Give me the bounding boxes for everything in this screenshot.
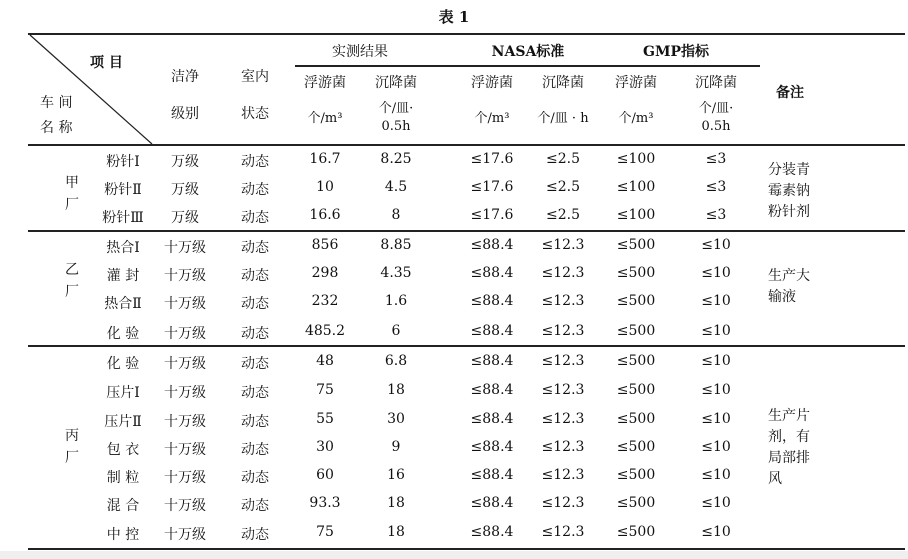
table-cell: 万级	[171, 182, 199, 198]
table-cell: 化 验	[106, 326, 140, 342]
table-cell: ≤2.5	[546, 151, 580, 167]
table-cell: 8.25	[380, 151, 412, 167]
table-cell: ≤12.3	[541, 353, 585, 369]
table-cell: 18	[387, 495, 405, 511]
table-cell: 动态	[241, 470, 269, 486]
table-cell: 动态	[241, 268, 269, 284]
table-cell: ≤88.4	[470, 411, 514, 427]
table-cell: 10	[316, 179, 334, 195]
table-cell: 热合Ⅱ	[104, 296, 142, 312]
table-cell: 灌 封	[106, 268, 140, 284]
table-cell: ≤10	[701, 293, 731, 309]
table-cell: 16.7	[309, 151, 341, 167]
header-sub-0: 浮游菌	[304, 75, 346, 91]
header-unit-3: 个/皿 · h	[537, 111, 589, 126]
table-cell: 动态	[241, 498, 269, 514]
header-sub-1: 沉降菌	[375, 75, 417, 91]
header-unit-1: 个/皿· 0.5h	[378, 101, 414, 134]
table-cell: 十万级	[164, 296, 206, 312]
table-cell: ≤17.6	[470, 151, 514, 167]
table-cell: ≤3	[705, 179, 727, 195]
table-cell: 4.5	[384, 179, 408, 195]
table-cell: ≤10	[701, 353, 731, 369]
factory-remark: 生产大输液	[768, 268, 810, 305]
table-cell: 6	[391, 323, 401, 339]
table-cell: ≤10	[701, 382, 731, 398]
table-cell: ≤12.3	[541, 524, 585, 540]
table-cell: ≤10	[701, 495, 731, 511]
table-cell: 混 合	[106, 498, 140, 514]
table-cell: ≤12.3	[541, 439, 585, 455]
table-cell: 16.6	[309, 207, 341, 223]
table-cell: 93.3	[309, 495, 341, 511]
table-cell: ≤500	[616, 237, 656, 253]
table-cell: 动态	[241, 296, 269, 312]
table-cell: 动态	[241, 240, 269, 256]
header-sub-4: 浮游菌	[615, 75, 657, 91]
table-cell: 十万级	[164, 442, 206, 458]
header-unit-5: 个/皿· 0.5h	[698, 101, 734, 134]
table-cell: 1.6	[384, 293, 408, 309]
header-state-2: 状态	[241, 106, 269, 122]
table-cell: 9	[391, 439, 401, 455]
table-cell: ≤17.6	[470, 179, 514, 195]
table-cell: 60	[316, 467, 334, 483]
header-sub-2: 浮游菌	[471, 75, 513, 91]
header-unit-4: 个/m³	[618, 111, 654, 126]
table-cell: ≤12.3	[541, 237, 585, 253]
table-cell: 30	[316, 439, 334, 455]
table-cell: ≤12.3	[541, 323, 585, 339]
table-cell: 十万级	[164, 470, 206, 486]
table-cell: 动态	[241, 326, 269, 342]
factory-name: 乙厂	[65, 262, 79, 300]
header-unit-0: 个/m³	[307, 111, 343, 126]
table-cell: 298	[311, 265, 339, 281]
table-cell: ≤3	[705, 207, 727, 223]
table-cell: ≤12.3	[541, 495, 585, 511]
table-cell: ≤10	[701, 439, 731, 455]
table-cell: 压片Ⅱ	[104, 414, 142, 430]
table-cell: ≤500	[616, 265, 656, 281]
table-cell: ≤12.3	[541, 411, 585, 427]
table-cell: 粉针Ⅲ	[102, 210, 144, 226]
table-cell: 8	[391, 207, 401, 223]
header-sub-5: 沉降菌	[695, 75, 737, 91]
table-cell: 动态	[241, 414, 269, 430]
table-cell: 十万级	[164, 385, 206, 401]
table-cell: 动态	[241, 182, 269, 198]
table-cell: ≤12.3	[541, 467, 585, 483]
table-cell: ≤88.4	[470, 439, 514, 455]
factory-remark: 生产片剂，有局部排风	[768, 408, 810, 487]
table-cell: ≤10	[701, 323, 731, 339]
table-cell: 制 粒	[106, 470, 140, 486]
header-clean-2: 级别	[171, 106, 199, 122]
table-cell: 中 控	[106, 527, 140, 543]
table-cell: ≤500	[616, 323, 656, 339]
header-remark: 备注	[776, 85, 804, 101]
table-cell: 十万级	[164, 326, 206, 342]
table-cell: ≤500	[616, 293, 656, 309]
table-cell: 动态	[241, 442, 269, 458]
table-cell: 动态	[241, 154, 269, 170]
table-cell: 18	[387, 382, 405, 398]
table-cell: 4.35	[380, 265, 412, 281]
table-cell: 856	[311, 237, 339, 253]
table-cell: ≤12.3	[541, 382, 585, 398]
header-workshop-1: 车 间	[40, 95, 73, 111]
table-cell: ≤100	[616, 151, 656, 167]
table-cell: 万级	[171, 154, 199, 170]
table-cell: 动态	[241, 210, 269, 226]
header-workshop-2: 名 称	[40, 120, 73, 136]
table-cell: ≤10	[701, 265, 731, 281]
table-cell: 十万级	[164, 268, 206, 284]
table-cell: ≤10	[701, 237, 731, 253]
table-cell: 粉针Ⅰ	[106, 154, 140, 170]
factory-name: 甲厂	[65, 175, 79, 213]
table-cell: ≤2.5	[546, 179, 580, 195]
table-cell: 十万级	[164, 240, 206, 256]
table-cell: ≤2.5	[546, 207, 580, 223]
table-cell: ≤88.4	[470, 237, 514, 253]
table-cell: ≤500	[616, 353, 656, 369]
header-state-1: 室内	[241, 69, 269, 85]
table-cell: ≤10	[701, 467, 731, 483]
table-cell: ≤88.4	[470, 467, 514, 483]
header-unit-2: 个/m³	[474, 111, 510, 126]
table-cell: ≤500	[616, 439, 656, 455]
table-cell: 75	[316, 524, 334, 540]
factory-name: 丙厂	[65, 428, 79, 466]
table-cell: 压片Ⅰ	[106, 385, 140, 401]
table-cell: ≤17.6	[470, 207, 514, 223]
table-cell: ≤88.4	[470, 495, 514, 511]
table-cell: 75	[316, 382, 334, 398]
table-cell: 动态	[241, 527, 269, 543]
table-cell: 包 衣	[106, 442, 140, 458]
table-cell: 十万级	[164, 414, 206, 430]
table-cell: 动态	[241, 385, 269, 401]
table-cell: ≤10	[701, 524, 731, 540]
table-cell: ≤500	[616, 467, 656, 483]
header-group-gmp: GMP指标	[643, 44, 709, 60]
table-cell: ≤88.4	[470, 323, 514, 339]
table-cell: 十万级	[164, 498, 206, 514]
table-cell: ≤100	[616, 179, 656, 195]
table-cell: ≤500	[616, 495, 656, 511]
table-cell: ≤88.4	[470, 524, 514, 540]
factory-remark: 分装青霉素钠粉针剂	[768, 162, 810, 220]
header-item: 项 目	[90, 55, 123, 71]
table-cell: 粉针Ⅱ	[104, 182, 142, 198]
table-cell: ≤500	[616, 411, 656, 427]
table-cell: 485.2	[304, 323, 346, 339]
table-cell: ≤88.4	[470, 293, 514, 309]
table-cell: 16	[387, 467, 405, 483]
table-cell: 化 验	[106, 356, 140, 372]
table-cell: 232	[311, 293, 339, 309]
table-cell: 18	[387, 524, 405, 540]
table-cell: ≤3	[705, 151, 727, 167]
table-cell: ≤12.3	[541, 293, 585, 309]
table-cell: ≤500	[616, 382, 656, 398]
table-cell: ≤10	[701, 411, 731, 427]
table-cell: ≤12.3	[541, 265, 585, 281]
table-cell: ≤88.4	[470, 382, 514, 398]
table-cell: 十万级	[164, 527, 206, 543]
header-clean-1: 洁净	[171, 69, 199, 85]
table-cell: 动态	[241, 356, 269, 372]
header-sub-3: 沉降菌	[542, 75, 584, 91]
table-cell: 6.8	[384, 353, 408, 369]
table-title: 表 1	[438, 8, 470, 26]
table-cell: 8.85	[380, 237, 412, 253]
table-cell: 热合Ⅰ	[106, 240, 140, 256]
header-group-nasa: NASA标准	[491, 44, 565, 60]
table-cell: 万级	[171, 210, 199, 226]
table-cell: 十万级	[164, 356, 206, 372]
table-cell: ≤88.4	[470, 353, 514, 369]
header-group-measured: 实测结果	[332, 44, 388, 60]
table-cell: 30	[387, 411, 405, 427]
table-cell: ≤100	[616, 207, 656, 223]
table-cell: ≤500	[616, 524, 656, 540]
table-cell: ≤88.4	[470, 265, 514, 281]
table-cell: 55	[316, 411, 334, 427]
table-cell: 48	[316, 353, 334, 369]
